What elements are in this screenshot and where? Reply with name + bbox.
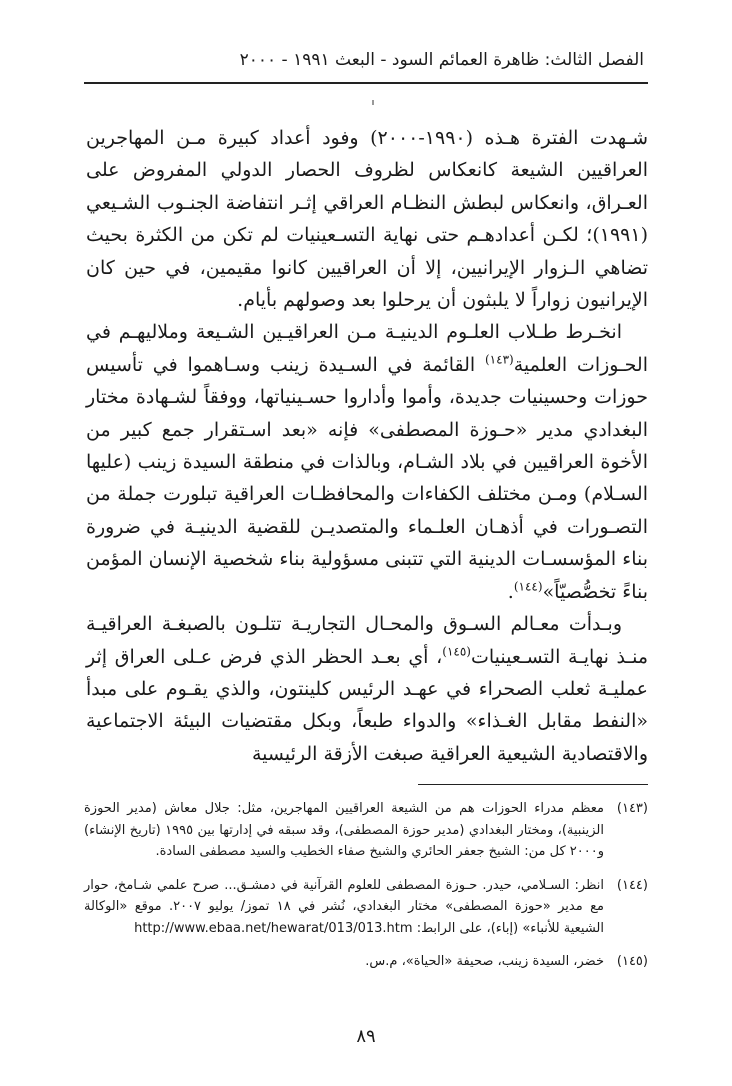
footnote-ref-144[interactable]: (١٤٤)	[513, 579, 543, 594]
paragraph-2-text-b: القائمة في السـيدة زينب وسـاهموا في تأسيس حوزات وحسينيات جديدة، وأموا وأداروا حسـينياتها، ووفقاً لشـهادة مختار البغدادي مدير «حـوزة المصطفى» فإنه «بعد اسـتقرار جمع كبير من الأخوة العراقيين في بلاد الشـام، وبالذات في منطقة السيدة زينب (عليها السـلام) ومـن مختلف الكفاءات والمحافظـات العراقية تبلورت جملة من التصـورات في أذهـان العلـماء والمتصديـن للقضية الدينيـة في ضرورة بناء المؤسسـات الدينية التي تتبنى مسؤولية بناء شخصية الإنسان المؤمن بناءً تخصُّصيّاً»	[86, 353, 648, 603]
footnote-number: (١٤٣)	[616, 801, 648, 816]
footnote-ref-145[interactable]: (١٤٥)	[442, 644, 471, 659]
paragraph-3-text-b: ، أي بعـد الحظر الذي فرض عـلى العراق إثر عمليـة ثعلب الصحراء في عهـد الرئيس كلينتون، والذي يقـوم على مبدأ «النفط مقابل الغـذاء» والدواء طبعاً، وبكل مقتضيات البيئة الاجتماعية والاقتصادية الشيعية العراقية صبغت الأزقة الرئيسية	[86, 645, 648, 765]
paragraph-1: شـهدت الفترة هـذه (١٩٩٠-٢٠٠٠) وفود أعداد كبيرة مـن المهاجرين العراقيين الشيعة كانعكاس لظروف الحصار الدولي المفروض على العـراق، وانعكاس لبطش النظـام العراقي إثـر انتفاضة الجنـوب الشـيعي (١٩٩١)؛ لكـن أعدادهـم حتى نهاية التسـعينيات لم تكن من الكثرة بحيث تضاهي الـزوار الإيرانيين، إلا أن العراقيين كانوا مقيمين، في حين كان الإيرانيون زواراً لا يلبثون أن يرحلوا بعد وصولهم بأيام.	[86, 127, 648, 312]
page-header	[88, 44, 644, 76]
footnote-145	[84, 951, 648, 973]
paragraph-2-end: .	[507, 580, 514, 603]
running-chapter-title: الفصل الثالث: ظاهرة العمائم السود - البعث ١٩٩١ - ٢٠٠٠	[239, 50, 644, 70]
footnote-text: انظر: السـلامي، حيدر. حـوزة المصطفى للعلوم القرآنية في دمشـق... صرح علمي شـامخ، حوار مع مدير «حوزة المصطفى» مختار البغدادي، نُشر في ١٨ تموز/ يوليو ٢٠٠٧. موقع «الوكالة الشيعية للأنباء» (إباء)، على الرابط:	[84, 877, 604, 936]
page-number: ٨٩	[356, 1026, 376, 1047]
footnotes	[84, 798, 648, 985]
paragraph-2	[86, 316, 648, 608]
body-text	[86, 122, 648, 770]
paragraph-3	[86, 608, 648, 770]
scan-speck	[372, 100, 374, 105]
footnote-link[interactable]: http://www.ebaa.net/hewarat/013/013.htm	[134, 920, 413, 936]
footnote-number: (١٤٥)	[616, 954, 648, 969]
footnote-number: (١٤٤)	[616, 877, 648, 893]
footnote-144	[84, 875, 648, 940]
footnote-143	[84, 798, 648, 863]
paragraph-2-text-a: انخـرط طـلاب العلـوم الدينيـة مـن العراقيـين الشـيعة وملاليهـم في الحـوزات العلمية	[86, 321, 648, 376]
footnote-text: خضر، السيدة زينب، صحيفة «الحياة»، م.س.	[365, 954, 604, 969]
footnote-ref-143[interactable]: (١٤٣)	[484, 352, 514, 367]
footnote-text: معظم مدراء الحوزات هم من الشيعة العراقيين المهاجرين، مثل: جلال معاش (مدير الحوزة الزينبية)، ومختار البغدادي (مدير حوزة المصطفى)، وقد سبقه في إدارتها بين ١٩٩٥ (تاريخ الإنشاء) و٢٠٠٠ كل من: الشيخ جعفر الحائري والشيخ صفاء الخطيب والسيد مصطفى السادة.	[84, 801, 604, 859]
footnote-rule	[418, 784, 648, 785]
paragraph-3-text-a: وبـدأت معـالم السـوق والمحـال التجاريـة تتلـون بالصبغـة العراقيـة منـذ نهايـة التسـعينيات	[86, 613, 648, 668]
header-rule	[84, 82, 648, 84]
